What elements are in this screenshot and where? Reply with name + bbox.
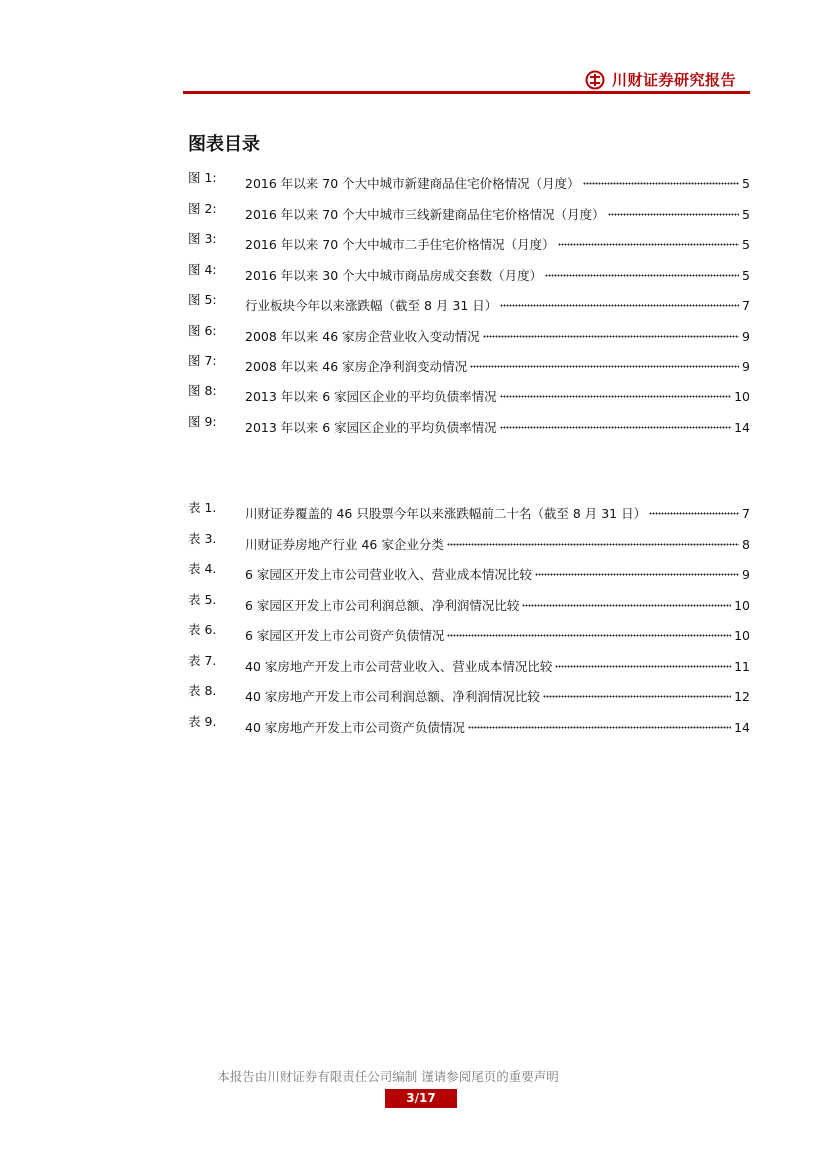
entry-page-number: 11: [734, 659, 750, 674]
entry-page-number: 14: [734, 720, 750, 735]
entry-page-number: 9: [742, 329, 750, 344]
entry-page-number: 5: [742, 207, 750, 222]
entry-page-number: 10: [734, 598, 750, 613]
figure-entry[interactable]: [188, 321, 750, 344]
dot-leader: [608, 199, 739, 219]
entry-label: 图 9:: [188, 414, 217, 429]
entry-label: 表 3.: [188, 531, 217, 546]
chuancai-logo-icon: [585, 70, 605, 90]
table-entry[interactable]: [188, 712, 750, 735]
entry-title: 2013 年以来 6 家园区企业的平均负债率情况: [245, 420, 497, 435]
entry-title: 川财证券覆盖的 46 只股票今年以来涨跌幅前二十名（截至 8 月 31 日）: [245, 506, 647, 521]
report-header-title: 川财证券研究报告: [612, 71, 737, 89]
table-entry[interactable]: [188, 590, 750, 613]
entry-title: 2013 年以来 6 家园区企业的平均负债率情况: [245, 389, 497, 404]
figure-entry[interactable]: [188, 199, 750, 222]
entry-label: 表 5.: [188, 592, 217, 607]
entry-title: 6 家园区开发上市公司利润总额、净利润情况比较: [245, 598, 520, 613]
entry-title: 2016 年以来 30 个大中城市商品房成交套数（月度）: [245, 268, 543, 283]
figure-entry[interactable]: [188, 381, 750, 404]
entry-page-number: 12: [734, 689, 750, 704]
dot-leader: [447, 529, 739, 549]
table-entry[interactable]: [188, 620, 750, 643]
table-entry[interactable]: [188, 559, 750, 582]
dot-leader: [543, 681, 731, 701]
entry-title: 6 家园区开发上市公司营业收入、营业成本情况比较: [245, 567, 532, 582]
dot-leader: [500, 290, 739, 310]
entry-label: 表 1.: [188, 500, 217, 515]
entry-label: 表 7.: [188, 653, 217, 668]
entry-page-number: 7: [742, 298, 750, 313]
dot-leader: [522, 590, 731, 610]
table-entry[interactable]: [188, 529, 750, 552]
dot-leader: [555, 651, 731, 671]
entry-title: 行业板块今年以来涨跌幅（截至 8 月 31 日）: [245, 298, 498, 313]
dot-leader: [483, 321, 739, 341]
dot-leader: [583, 168, 739, 188]
entry-title: 40 家房地产开发上市公司营业收入、营业成本情况比较: [245, 659, 553, 674]
table-entry[interactable]: [188, 498, 750, 521]
entry-page-number: 10: [734, 389, 750, 404]
entry-title: 40 家房地产开发上市公司资产负债情况: [245, 720, 465, 735]
dot-leader: [558, 229, 739, 249]
entry-title: 2016 年以来 70 个大中城市二手住宅价格情况（月度）: [245, 237, 555, 252]
dot-leader: [468, 712, 731, 732]
figure-entry[interactable]: [188, 229, 750, 252]
entry-label: 表 4.: [188, 561, 217, 576]
entry-title: 40 家房地产开发上市公司利润总额、净利润情况比较: [245, 689, 540, 704]
dot-leader: [649, 498, 739, 518]
figure-entry[interactable]: [188, 412, 750, 435]
figure-entry[interactable]: [188, 351, 750, 374]
figure-entry[interactable]: [188, 260, 750, 283]
entry-label: 图 6:: [188, 323, 217, 338]
table-entry[interactable]: [188, 651, 750, 674]
dot-leader: [447, 620, 731, 640]
entry-label: 表 6.: [188, 622, 217, 637]
dot-leader: [500, 381, 731, 401]
dot-leader: [500, 412, 731, 432]
entry-title: 2016 年以来 70 个大中城市三线新建商品住宅价格情况（月度）: [245, 207, 605, 222]
dot-leader: [535, 559, 739, 579]
entry-label: 图 5:: [188, 292, 217, 307]
entry-page-number: 5: [742, 268, 750, 283]
entry-label: 图 1:: [188, 170, 217, 185]
table-entry[interactable]: [188, 681, 750, 704]
page-number-badge: 3/17: [385, 1089, 457, 1108]
entry-label: 图 8:: [188, 383, 217, 398]
dot-leader: [545, 260, 739, 280]
entry-title: 6 家园区开发上市公司资产负债情况: [245, 628, 445, 643]
figure-entry[interactable]: [188, 290, 750, 313]
entry-title: 川财证券房地产行业 46 家企业分类: [245, 537, 444, 552]
toc-heading: 图表目录: [188, 134, 260, 155]
figure-entry[interactable]: [188, 168, 750, 191]
entry-page-number: 14: [734, 420, 750, 435]
dot-leader: [470, 351, 739, 371]
entry-page-number: 9: [742, 567, 750, 582]
entry-page-number: 9: [742, 359, 750, 374]
entry-page-number: 5: [742, 237, 750, 252]
entry-label: 表 8.: [188, 683, 217, 698]
entry-page-number: 8: [742, 537, 750, 552]
entry-label: 图 3:: [188, 231, 217, 246]
entry-title: 2008 年以来 46 家房企净利润变动情况: [245, 359, 468, 374]
header-divider: [183, 91, 750, 94]
entry-title: 2016 年以来 70 个大中城市新建商品住宅价格情况（月度）: [245, 176, 580, 191]
entry-page-number: 5: [742, 176, 750, 191]
entry-label: 图 2:: [188, 201, 217, 216]
entry-label: 图 4:: [188, 262, 217, 277]
entry-label: 图 7:: [188, 353, 217, 368]
disclaimer-note: 本报告由川财证券有限责任公司编制 谨请参阅尾页的重要声明: [217, 1069, 559, 1084]
entry-title: 2008 年以来 46 家房企营业收入变动情况: [245, 329, 480, 344]
entry-page-number: 7: [742, 506, 750, 521]
entry-label: 表 9.: [188, 714, 217, 729]
entry-page-number: 10: [734, 628, 750, 643]
